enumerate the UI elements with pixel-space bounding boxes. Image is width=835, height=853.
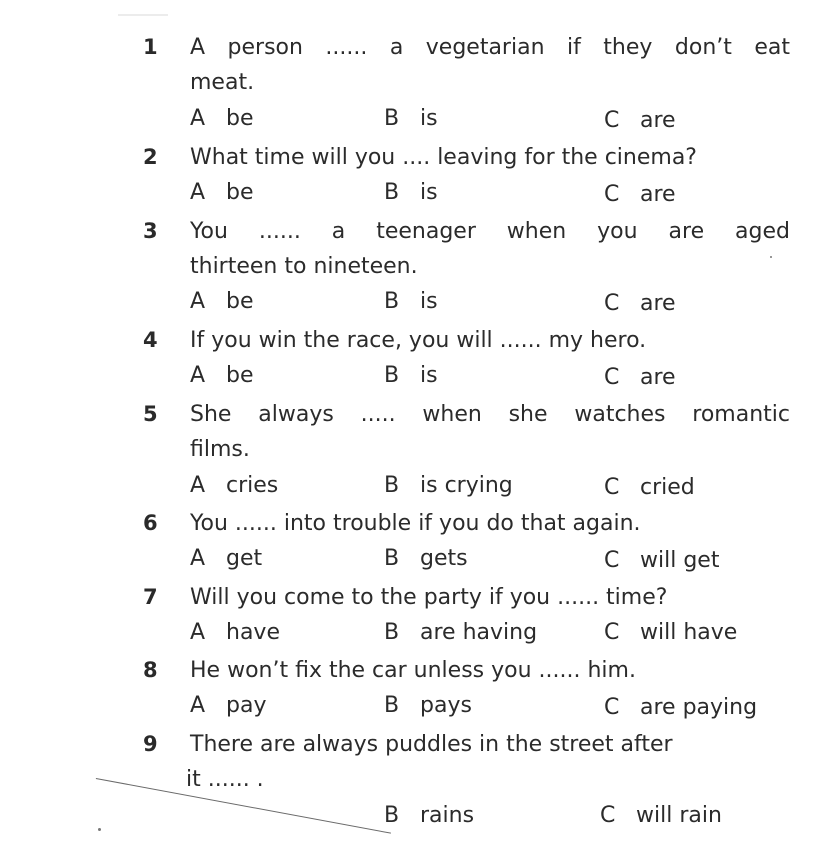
option-letter: B xyxy=(384,289,400,314)
question-text-line: She always ..... when she watches romantic xyxy=(190,402,790,427)
option-a xyxy=(190,469,278,503)
option-letter: C xyxy=(604,475,620,500)
option-b xyxy=(384,542,468,576)
option-a xyxy=(190,359,254,393)
option-text: are paying xyxy=(640,695,758,720)
option-text: gets xyxy=(420,546,468,571)
option-text: pay xyxy=(226,693,267,718)
option-b xyxy=(384,469,513,503)
option-c xyxy=(604,471,695,505)
option-letter: A xyxy=(190,106,206,131)
question-text-line: it ...... . xyxy=(186,767,264,792)
option-text: have xyxy=(226,620,280,645)
option-letter: A xyxy=(190,363,206,388)
option-a xyxy=(190,285,254,319)
question-text-line: A person ...... a vegetarian if they don’t eat xyxy=(190,35,790,60)
option-letter: C xyxy=(604,182,620,207)
option-a xyxy=(190,689,266,723)
option-letter: B xyxy=(384,106,400,131)
option-text: cried xyxy=(640,475,695,500)
option-text: is crying xyxy=(420,473,513,498)
question-number: 4 xyxy=(143,328,158,352)
option-c xyxy=(604,104,676,138)
option-letter: B xyxy=(384,620,400,645)
option-text: will get xyxy=(640,548,720,573)
option-text: is xyxy=(420,363,438,388)
option-a xyxy=(190,102,254,136)
scan-speck xyxy=(98,828,101,831)
option-text: be xyxy=(226,289,254,314)
option-text: are xyxy=(640,108,676,133)
question-number: 2 xyxy=(143,145,158,169)
option-a xyxy=(190,176,254,210)
option-letter: B xyxy=(384,693,400,718)
option-letter: C xyxy=(604,548,620,573)
option-text: cries xyxy=(226,473,279,498)
question-text-line: What time will you .... leaving for the cinema? xyxy=(190,145,697,170)
option-letter: A xyxy=(190,180,206,205)
question-text-line: There are always puddles in the street after xyxy=(190,732,673,757)
option-text: rains xyxy=(420,803,475,828)
option-text: will have xyxy=(640,620,738,645)
option-letter: B xyxy=(384,473,400,498)
question-text-line: He won’t fix the car unless you ...... him. xyxy=(190,658,636,683)
question-number: 1 xyxy=(143,35,158,59)
option-b xyxy=(384,102,438,136)
option-text: are xyxy=(640,365,676,390)
option-letter: A xyxy=(190,620,206,645)
option-text: are xyxy=(640,182,676,207)
option-letter: A xyxy=(190,289,206,314)
question-text-line: thirteen to nineteen. xyxy=(190,254,418,279)
option-text: is xyxy=(420,180,438,205)
question-number: 7 xyxy=(143,585,158,609)
option-b xyxy=(384,616,537,650)
option-b xyxy=(384,359,438,393)
option-c xyxy=(600,799,722,833)
question-text-line: You ...... a teenager when you are aged xyxy=(190,219,790,244)
option-c xyxy=(604,616,737,650)
option-text: is xyxy=(420,289,438,314)
option-a xyxy=(190,542,262,576)
question-text-line: films. xyxy=(190,437,250,462)
scan-speck xyxy=(770,256,772,258)
option-letter: C xyxy=(600,803,616,828)
option-letter: B xyxy=(384,180,400,205)
option-letter: A xyxy=(190,473,206,498)
option-letter: C xyxy=(604,365,620,390)
scan-smudge xyxy=(118,14,168,16)
question-number: 9 xyxy=(143,732,158,756)
option-b xyxy=(384,689,472,723)
option-c xyxy=(604,544,719,578)
question-number: 5 xyxy=(143,402,158,426)
option-b xyxy=(384,285,438,319)
question-text-line: If you win the race, you will ...... my hero. xyxy=(190,328,647,353)
option-text: will rain xyxy=(636,803,722,828)
option-text: be xyxy=(226,180,254,205)
question-text-line: meat. xyxy=(190,70,255,95)
option-c xyxy=(604,361,676,395)
question-number: 8 xyxy=(143,658,158,682)
option-b xyxy=(384,176,438,210)
option-letter: A xyxy=(190,546,206,571)
question-text-line: You ...... into trouble if you do that again. xyxy=(190,511,641,536)
option-letter: B xyxy=(384,363,400,388)
option-text: get xyxy=(226,546,263,571)
option-text: is xyxy=(420,106,438,131)
option-c xyxy=(604,691,757,725)
question-number: 6 xyxy=(143,511,158,535)
question-number: 3 xyxy=(143,219,158,243)
option-letter: C xyxy=(604,620,620,645)
option-letter: B xyxy=(384,546,400,571)
option-b xyxy=(384,799,474,833)
option-letter: C xyxy=(604,695,620,720)
option-a xyxy=(190,616,280,650)
option-letter: B xyxy=(384,803,400,828)
option-text: be xyxy=(226,363,254,388)
option-text: are xyxy=(640,291,676,316)
option-text: pays xyxy=(420,693,472,718)
option-text: be xyxy=(226,106,254,131)
option-text: are having xyxy=(420,620,538,645)
option-letter: A xyxy=(190,693,206,718)
option-letter: C xyxy=(604,291,620,316)
question-text-line: Will you come to the party if you ...... time? xyxy=(190,585,668,610)
option-c xyxy=(604,178,676,212)
option-letter: C xyxy=(604,108,620,133)
option-c xyxy=(604,287,676,321)
